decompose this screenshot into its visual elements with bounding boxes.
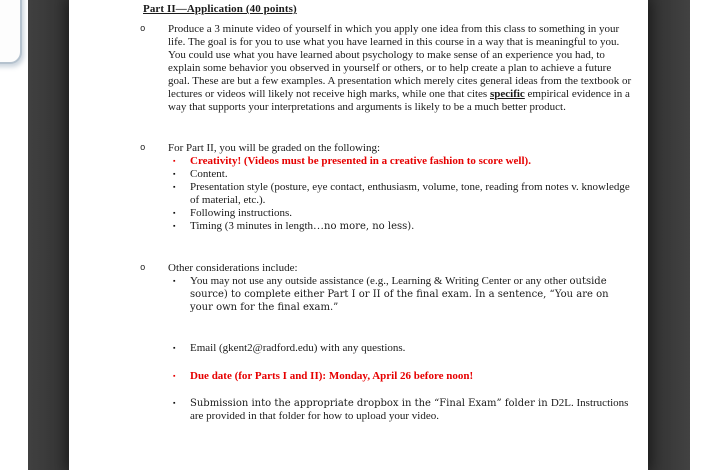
square-bullet: ▪ xyxy=(173,183,176,191)
square-bullet: ▪ xyxy=(173,222,176,230)
bullet-item-content xyxy=(173,168,634,181)
bullet-item-graded-intro xyxy=(140,142,634,155)
circle-bullet: o xyxy=(140,24,146,34)
bullet-item-produce-video xyxy=(140,23,634,114)
timing-run-main: Timing (3 minutes in length… xyxy=(190,220,325,232)
following-instructions-text: Following instructions. xyxy=(190,207,293,219)
bullet-item-presentation-style xyxy=(173,181,634,207)
email-text: Email (gkent2@radford.edu) with any questions. xyxy=(190,342,406,354)
square-bullet: ▪ xyxy=(173,399,176,407)
creativity-text: Creativity! (Videos must be presented in a creative fashion to score well). xyxy=(190,155,531,167)
right-margin-area xyxy=(690,0,720,470)
graded-intro-text: For Part II, you will be graded on the following: xyxy=(168,142,381,154)
paragraph-produce-video xyxy=(168,23,634,114)
timing-text xyxy=(190,220,634,233)
other-intro-text: Other considerations include: xyxy=(168,262,298,274)
para-run-main: Produce a 3 minute video of yourself in which you apply one idea from this class to something in your life. The goal is for you to use what you have learned in this course in a way that is meaningful to you. You could use what you have learned about psychology to make sense of an experience you had, to explain some behavior you observed in yourself or others, or to help create a plan to achieve a future goal. These are but a few examples. A presentation which merely cites general ideas from the textbook or lectures or videos will likely not receive high marks, while one that cites xyxy=(168,23,632,100)
para-run-tail: empirical evidence in a way that supports your interpretations and arguments is likely to be a much better product. xyxy=(168,88,630,113)
square-bullet: ▪ xyxy=(173,157,176,165)
bullet-item-creativity xyxy=(173,155,634,168)
circle-bullet: o xyxy=(140,143,146,153)
bullet-item-timing xyxy=(173,220,634,233)
bullet-item-no-assistance xyxy=(173,275,634,314)
square-bullet: ▪ xyxy=(173,277,176,285)
no-assistance-text xyxy=(190,275,634,314)
submission-text xyxy=(190,397,634,423)
assistance-run-alt: outside source) to complete either Part I or II of the final exam. In a sentence, “You are on your own for the final exam.” xyxy=(190,276,609,313)
bullet-item-other-intro xyxy=(140,262,634,275)
bullet-item-email xyxy=(173,342,634,355)
assistance-run-main: You may not use any outside assistance (e.g., Learning & Writing Center or any other xyxy=(190,275,570,287)
square-bullet: ▪ xyxy=(173,344,176,352)
content-text: Content. xyxy=(190,168,228,180)
circle-bullet: o xyxy=(140,263,146,273)
presentation-style-text: Presentation style (posture, eye contact, enthusiasm, volume, tone, reading from notes v. knowledge of material, etc.). xyxy=(190,181,630,206)
square-bullet: ▪ xyxy=(173,170,176,178)
square-bullet: ▪ xyxy=(173,209,176,217)
collapsed-side-panel[interactable] xyxy=(0,0,22,64)
bullet-item-due-date xyxy=(173,370,634,383)
timing-run-alt: no more, no less). xyxy=(324,221,415,232)
document-viewer[interactable] xyxy=(28,0,690,470)
bullet-item-submission xyxy=(173,397,634,423)
specific-emphasis: specific xyxy=(489,88,525,100)
doc-title: Part II—Application (40 points) xyxy=(143,3,297,15)
page-content xyxy=(69,0,648,423)
left-margin-area xyxy=(0,0,28,470)
due-date-text: Due date (for Parts I and II): Monday, April 26 before noon! xyxy=(190,370,474,382)
submission-run-main: D2L. Instructions are provided in that folder for how to upload your video. xyxy=(190,397,629,422)
document-page xyxy=(69,0,648,470)
submission-run-alt: Submission into the appropriate dropbox in the “Final Exam” folder in xyxy=(190,398,551,409)
bullet-item-following-instructions xyxy=(173,207,634,220)
square-bullet: ▪ xyxy=(173,372,176,380)
